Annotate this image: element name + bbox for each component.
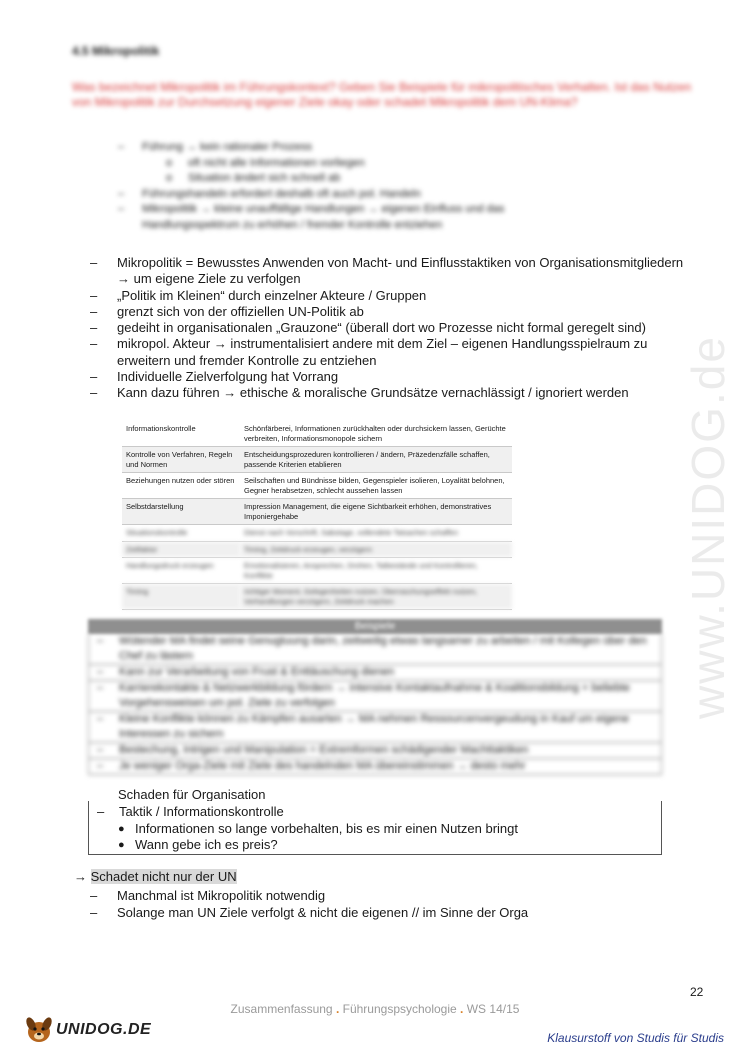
table-row: [122, 558, 512, 584]
list-item: – Mikropolitik → kleine unauffällige Handlungen → eigenen Einfluss und das: [118, 203, 505, 215]
dog-icon: [22, 1012, 58, 1046]
list-item: – grenzt sich von der offiziellen UN-Politik ab: [90, 303, 364, 319]
list-item: – „Politik im Kleinen“ durch einzelner Akteure / Gruppen: [90, 287, 427, 303]
table-cell-desc: Seilschaften und Bündnisse bilden, Gegenspieler isolieren, Loyalität belohnen, Gegner herabsetzen, schlecht aussehen lassen: [240, 473, 512, 499]
table-cell-tactic: Beziehungen nutzen oder stören: [122, 473, 240, 499]
sub-points-list: [118, 140, 658, 233]
tactics-table: [122, 421, 512, 610]
table-cell-tactic: Informationskontrolle: [122, 421, 240, 447]
section-heading: 4.5 Mikropolitik: [72, 44, 160, 58]
list-item: – Karrierekontakte & Netzwerkbildung fördern → intensive Kontaktaufnahme & Koalitionsbildung + beliebte Vorgehensweisen um pol. Ziele zu verfolgen: [89, 681, 661, 712]
table-row: [122, 525, 512, 542]
list-item: ● Wann gebe ich es preis?: [118, 837, 278, 852]
list-item: – Wütender MA findet seine Genugtuung darin, zeitweilig etwas langsamer zu arbeiten / mit Kollegen über den Chef zu lästern: [89, 634, 661, 665]
list-item: – Kann zur Verarbeitung von Frust & Enttäuschung dienen: [89, 665, 661, 681]
table-cell-desc: Emotionalisieren, Ansprechen, Drohen, Tatbestände und Kontrollieren, Konflikte: [240, 558, 512, 584]
table-row: [122, 473, 512, 499]
list-item: Handlungsspektrum zu erhöhen / fremder Kontrolle entziehen: [142, 218, 443, 231]
page-number: 22: [690, 985, 704, 999]
list-item: – Bestechung, Intrigen und Manipulation = Extremformen schädigender Machttaktiken: [89, 743, 661, 759]
list-item: o Situation ändert sich schnell ab: [166, 172, 341, 184]
list-item: – Führungshandeln erfordert deshalb oft auch pol. Handeln: [118, 187, 421, 200]
logo-text: UNIDOG.DE: [56, 1021, 152, 1038]
table-cell-desc: Schönfärberei, Informationen zurückhalten oder durchsickern lassen, Gerüchte verbreiten, Informationsmonopole sichern: [240, 421, 512, 447]
unidog-logo: [22, 1012, 162, 1046]
list-item: – gedeiht in organisationalen „Grauzone“ (überall dort wo Prozesse nicht formal geregelt sind): [90, 320, 646, 336]
list-item: – Mikropolitik = Bewusstes Anwenden von Macht- und Einflusstaktiken von Organisationsmitgliedern → um eigene Ziele zu verfolgen: [90, 255, 684, 287]
table-cell-tactic: Selbstdarstellung: [122, 499, 240, 525]
question-text: Was bezeichnet Mikropolitik im Führungskontext? Geben Sie Beispiele für mikropolitisches Verhalten. Ist das Nutzen von Mikropolitik zur Durchsetzung eigener Ziele okay oder schadet Mikropolitik dem UN-Klima?: [72, 80, 692, 109]
taktik-box: [88, 801, 662, 855]
conclusion-line: [74, 869, 237, 884]
list-item: – Individuelle Zielverfolgung hat Vorrang: [90, 369, 339, 385]
footer-text: Zusammenfassung . Führungspsychologie . WS 14/15: [230, 1002, 520, 1016]
examples-header: Beispiele: [88, 619, 662, 634]
table-cell-desc: Timing, Zeitdruck erzeugen, verzögern: [240, 541, 512, 558]
table-cell-tactic: Kontrolle von Verfahren, Regeln und Normen: [122, 447, 240, 473]
table-row: [122, 541, 512, 558]
taktik-bullets: [89, 821, 661, 854]
arrow-icon: →: [74, 869, 87, 884]
list-item: – mikropol. Akteur → instrumentalisiert andere mit dem Ziel – eigenen Handlungsspielraum zu erweitern und fremder Kontrolle zu entziehen: [90, 336, 648, 368]
table-row: [122, 447, 512, 473]
list-item: – Manchmal ist Mikropolitik notwendig: [90, 888, 326, 903]
watermark: www.UNIDOG.de: [682, 335, 734, 719]
table-cell-desc: Dienst nach Vorschrift, Sabotage, vollendete Tatsachen schaffen: [240, 525, 512, 542]
list-item: – Je weniger Orga-Ziele mit Ziele des handelnden MA übereinstimmen → desto mehr: [89, 759, 661, 775]
examples-rows: [88, 634, 662, 775]
list-item: – Kleine Konflikte können zu Kämpfen ausarten → MA nehmen Ressourcenvergeudung in Kauf um eigene Interessen zu sichern: [89, 712, 661, 743]
examples-overflow: Schaden für Organisation: [118, 789, 266, 801]
list-item: o oft nicht alle Informationen vorliegen: [166, 156, 365, 169]
conclusion-text: Schadet nicht nur der UN: [90, 869, 237, 884]
list-item: – Solange man UN Ziele verfolgt & nicht die eigenen // im Sinne der Orga: [90, 905, 529, 920]
table-row: [122, 499, 512, 525]
table-cell-tactic: Situationskontrolle: [122, 525, 240, 542]
table-cell-desc: Entscheidungsprozeduren kontrollieren / ändern, Präzedenzfälle schaffen, passende Kriterien etablieren: [240, 447, 512, 473]
examples-box: [88, 619, 662, 775]
taktik-title: – Taktik / Informationskontrolle: [97, 804, 284, 819]
table-cell-tactic: Handlungsdruck erzeugen: [122, 558, 240, 584]
slogan: Klausurstoff von Studis für Studis: [547, 1031, 724, 1045]
list-item: ● Informationen so lange vorbehalten, bis es mir einen Nutzen bringt: [118, 820, 518, 836]
table-cell-desc: richtiger Moment, Gelegenheiten nutzen, Überraschungseffekt nutzen, Verhandlungen verzögern, Zeitdruck machen: [240, 584, 512, 610]
table-cell-desc: Impression Management, die eigene Sichtbarkeit erhöhen, demonstratives Imponiergehabe: [240, 499, 512, 525]
table-cell-tactic: Zeitfaktor: [122, 541, 240, 558]
conclusion-points: [90, 887, 528, 921]
list-item: – Kann dazu führen → ethische & moralische Grundsätze vernachlässigt / ignoriert werden: [90, 385, 629, 401]
list-item: – Führung → kein rationaler Prozess: [118, 141, 312, 153]
main-points-list: [90, 255, 690, 402]
table-row: [122, 421, 512, 447]
table-row: [122, 584, 512, 610]
table-cell-tactic: Timing: [122, 584, 240, 610]
